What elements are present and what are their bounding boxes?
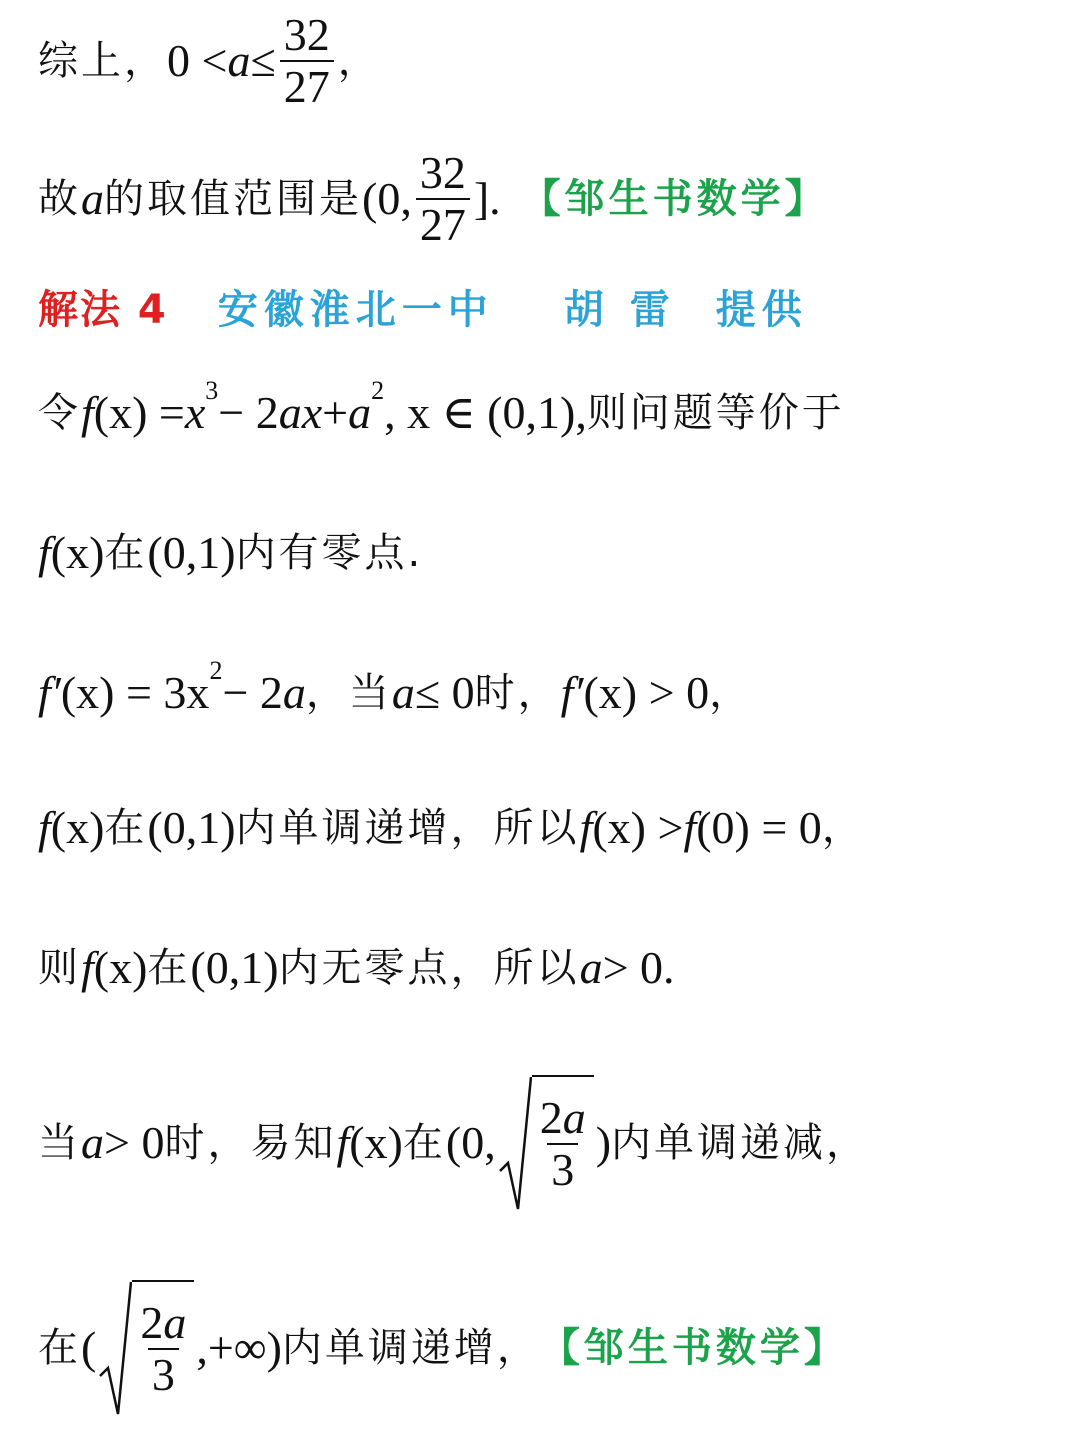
function-arg: (x) (349, 1117, 403, 1168)
variable-x: x (184, 387, 206, 438)
interval: (0,1) (190, 942, 279, 993)
fraction-32-27 (280, 9, 334, 112)
fraction-numerator: 32 (419, 147, 466, 198)
derivative-f: f′ (560, 667, 584, 718)
method-header (38, 287, 808, 333)
fraction-denominator: 27 (280, 60, 334, 110)
fraction-numerator: 2a (539, 1092, 586, 1143)
minus-2: − 2 (222, 667, 283, 718)
zero-condition-line (38, 527, 424, 578)
exponent-2: 2 (209, 656, 223, 685)
variable-x: x (301, 387, 323, 438)
function-definition-line (38, 376, 845, 438)
in-text: 在 (104, 805, 148, 851)
school-name: 安徽淮北一中 (217, 287, 494, 333)
function-f: f (81, 387, 94, 438)
conclusion-text: 综上， (38, 38, 167, 84)
variable-a: a (391, 667, 415, 718)
comma: ， (337, 38, 381, 84)
fraction-denominator: 27 (416, 198, 470, 248)
has-zero-text: 内有零点. (235, 530, 424, 576)
provided-by: 提供 (715, 287, 808, 333)
radical-sign-icon (98, 1280, 132, 1416)
no-zero-text: 内无零点，所以 (278, 945, 580, 991)
method-label: 解法 4 (38, 287, 168, 333)
interval-close: ) (595, 1117, 612, 1168)
decreasing-line (38, 1075, 869, 1211)
fraction-numerator: 2a (140, 1297, 187, 1348)
interval-open: ( (81, 1322, 97, 1373)
let-text: 令 (38, 390, 81, 436)
plus-sign: + (322, 387, 349, 438)
fraction-denominator: 3 (148, 1348, 179, 1398)
when-text: ，当 (305, 670, 392, 716)
domain: , x ∈ (0,1), (384, 387, 587, 438)
increasing-after-line (38, 1280, 848, 1416)
variable-a: a (282, 667, 306, 718)
in-text: 在 (104, 530, 148, 576)
fraction-32-27 (416, 147, 470, 250)
interval-close: ]. (473, 173, 501, 224)
increasing-text: 内单调递增，所以 (235, 805, 580, 851)
function-arg: (x) (93, 942, 148, 993)
when-text: 当 (38, 1120, 81, 1166)
function-arg: (x) > (592, 802, 684, 853)
period: . (663, 942, 675, 993)
function-f: f (81, 942, 94, 993)
inequality-left: 0 < (167, 35, 228, 86)
function-arg: (x) = (93, 387, 185, 438)
brand-tag: 【邹生书数学】 (539, 1325, 848, 1371)
time-text: 时， (474, 670, 561, 716)
increasing-line (38, 802, 865, 853)
derivative-expr: (x) = 3x (60, 667, 210, 718)
interval: (0,1) (147, 802, 236, 853)
function-f: f (579, 802, 593, 853)
no-zero-line (38, 942, 675, 993)
function-arg: (x) (50, 527, 105, 578)
derivative-line (38, 656, 753, 718)
increasing-text: 内单调递增， (281, 1325, 540, 1371)
variable-a: a (81, 173, 104, 224)
interval-rest: ,+∞) (196, 1322, 282, 1373)
in-text: 在 (38, 1325, 81, 1371)
fraction-2a-3 (536, 1092, 590, 1195)
function-at-zero: (0) = 0 (696, 802, 822, 853)
condition: > 0 (602, 942, 664, 993)
fraction-2a-3 (136, 1297, 190, 1400)
range-text-2: 的取值范围是 (104, 176, 362, 222)
variable-a: a (81, 1117, 104, 1168)
interval: (0,1) (147, 527, 236, 578)
variable-a: a (579, 942, 603, 993)
range-text-1: 故 (38, 176, 81, 222)
variable-a: a (278, 387, 302, 438)
function-f: f (336, 1117, 350, 1168)
condition: ≤ 0 (414, 667, 475, 718)
interval-open: (0, (445, 1117, 496, 1168)
in-text: 在 (402, 1120, 446, 1166)
exponent-3: 3 (205, 376, 219, 405)
comma: ， (821, 805, 865, 851)
function-f: f (38, 802, 51, 853)
condition: > 0 (104, 1117, 165, 1168)
easy-know-text: 时，易知 (164, 1120, 337, 1166)
inequality-rel: ≤ (250, 35, 276, 86)
sqrt-2a-over-3 (498, 1075, 594, 1211)
conclusion-line (38, 9, 381, 112)
sqrt-2a-over-3 (98, 1280, 194, 1416)
then-text: 则 (38, 945, 81, 991)
derivative-f: f′ (38, 667, 61, 718)
brand-tag: 【邹生书数学】 (520, 176, 829, 222)
author-name: 胡 雷 (563, 287, 676, 333)
function-arg: (x) (50, 802, 105, 853)
derivative-positive: (x) > 0 (583, 667, 710, 718)
radical-sign-icon (498, 1075, 532, 1211)
exponent-2: 2 (371, 376, 385, 405)
interval-open: (0, (362, 173, 412, 224)
minus-2: − 2 (218, 387, 279, 438)
decreasing-text: 内单调递减， (611, 1120, 870, 1166)
fraction-numerator: 32 (283, 9, 330, 60)
in-text: 在 (147, 945, 191, 991)
fraction-denominator: 3 (547, 1143, 578, 1193)
comma: ， (709, 670, 753, 716)
range-line (38, 147, 829, 250)
variable-a: a (227, 35, 251, 86)
function-f: f (683, 802, 697, 853)
function-f: f (38, 527, 51, 578)
variable-a: a (348, 387, 372, 438)
equivalence-text: 则问题等价于 (586, 390, 845, 436)
